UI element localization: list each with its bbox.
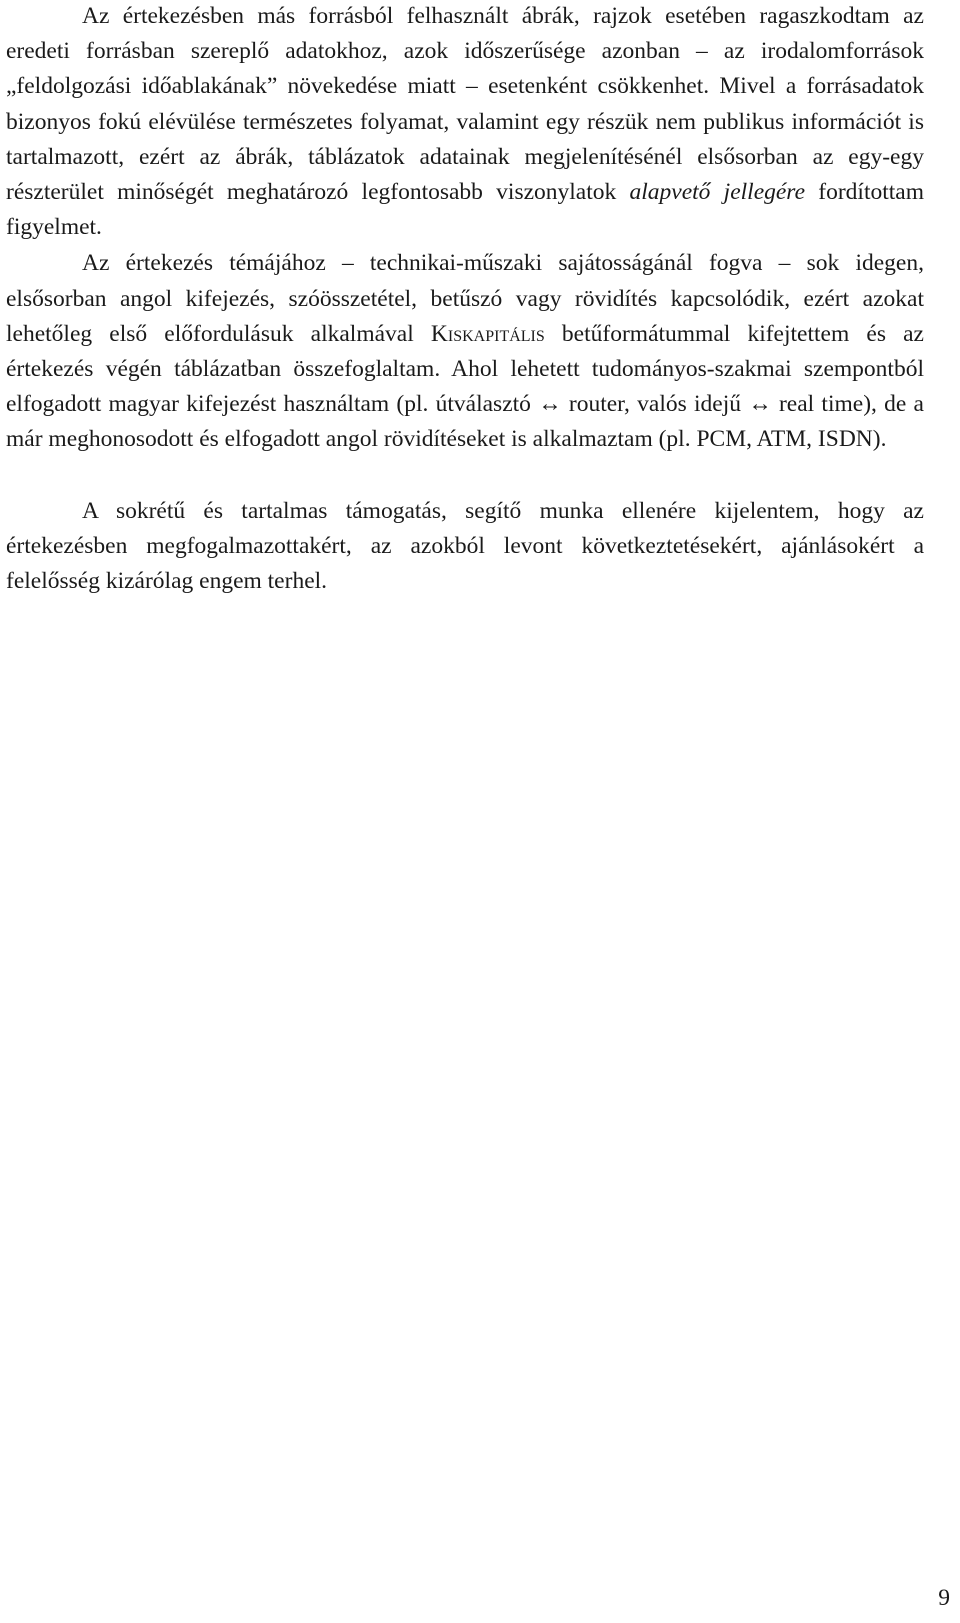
paragraph-terminology bbox=[6, 246, 924, 457]
paragraph-responsibility-text: A sokrétű és tartalmas támogatás, segítő munka ellenére kijelentem, hogy az értekezésben megfogalmazottakért, az azokból levont következtetésekért, ajánlásokért a felelősség kizárólag engem terhel. bbox=[6, 497, 924, 595]
paragraph-terminology-ending: betűformátummal kifejtettem és az értekezés végén táblázatban összefoglaltam. Ahol lehetett tudományos-szakmai szempontból elfogadott magyar kifejezést használtam (pl. útválasztó ↔ router, valós idejű ↔ real time), de a már meghonosodott és elfogadott angol rövidítéseket is alkalmaztam (pl. PCM, ATM, ISDN). bbox=[6, 320, 924, 453]
paragraph-sources-text: Az értekezésben más forrásból felhasznált ábrák, rajzok esetében ragaszkodtam az eredeti forrásban szereplő adatokhoz, azok időszerűsége azonban – az irodalomforrások „feldolgozási időablakának” növekedése miatt – esetenként csökkenhet. Mivel a forrásadatok bizonyos fokú elévülése természetes folyamat, valamint egy részük nem publikus információt is tartalmazott, ezért az ábrák, táblázatok adatainak megjelenítésénél elsősorban az egy-egy részterület minőségét meghatározó legfontosabb viszonylatok bbox=[6, 3, 924, 206]
emphasis-basic-character: alapvető jellegére bbox=[629, 179, 806, 206]
paragraph-responsibility bbox=[6, 494, 924, 600]
page-number: 9 bbox=[938, 1585, 950, 1611]
paragraph-sources-ending: fordítottam figyelmet. bbox=[6, 179, 924, 241]
small-caps-term: Kiskapitális bbox=[430, 320, 545, 347]
paragraph-terminology-text: Az értekezés témájához – technikai-műszaki sajátosságánál fogva – sok idegen, elsősorban angol kifejezés, szóösszetétel, betűszó vagy rövidítés kapcsolódik, ezért azokat lehetőleg első előfordulásuk alkalmával bbox=[6, 250, 924, 347]
document-page bbox=[6, 0, 924, 599]
paragraph-sources bbox=[6, 0, 924, 245]
